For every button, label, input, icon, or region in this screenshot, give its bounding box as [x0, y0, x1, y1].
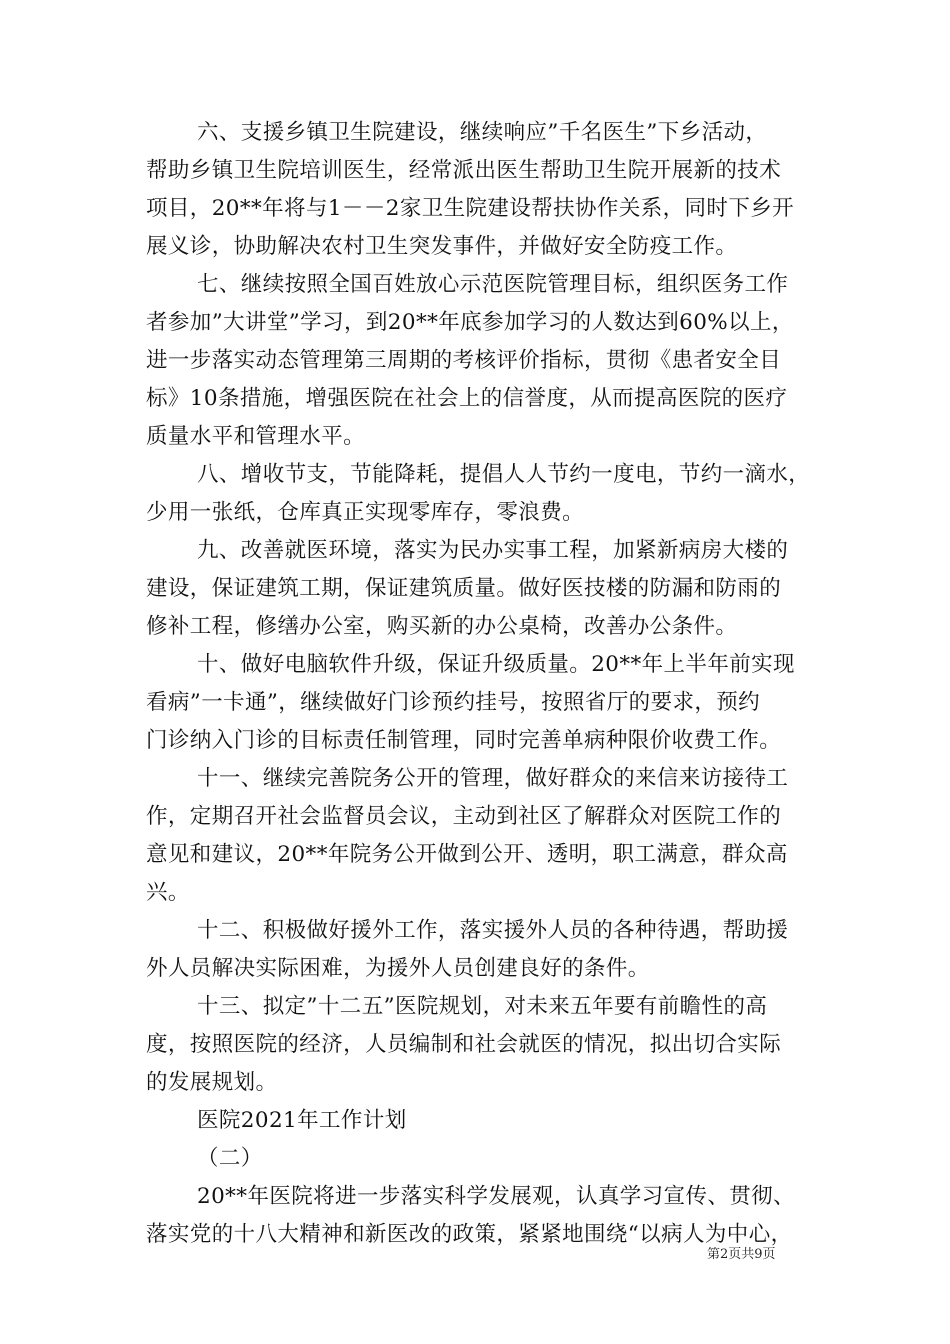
- paragraph-6-line-2: 帮助乡镇卫生院培训医生，经常派出医生帮助卫生院开展新的技术: [146, 158, 782, 183]
- section-number: （二）: [197, 1146, 263, 1171]
- paragraph-11-line-2: 作，定期召开社会监督员会议，主动到社区了解群众对医院工作的: [146, 804, 782, 829]
- paragraph-7-line-2: 者参加”大讲堂”学习，到20**年底参加学习的人数达到60%以上，: [146, 310, 794, 335]
- section-title: 医院2021年工作计划: [197, 1108, 407, 1133]
- paragraph-9-line-3: 修补工程，修缮办公室，购买新的办公桌椅，改善办公条件。: [146, 614, 738, 639]
- paragraph-8-line-1: 八、增收节支，节能降耗，提倡人人节约一度电，节约一滴水，: [197, 462, 811, 487]
- paragraph-10-line-3: 门诊纳入门诊的目标责任制管理，同时完善单病种限价收费工作。: [146, 728, 782, 753]
- paragraph-6-line-4: 展义诊，协助解决农村卫生突发事件，并做好安全防疫工作。: [146, 234, 738, 259]
- paragraph-6-line-3: 项目，20**年将与1－－2家卫生院建设帮扶协作关系，同时下乡开: [146, 196, 795, 221]
- paragraph-7-line-4: 标》10条措施，增强医院在社会上的信誉度，从而提高医院的医疗: [146, 386, 788, 411]
- paragraph-7-line-5: 质量水平和管理水平。: [146, 424, 366, 449]
- paragraph-9-line-2: 建设，保证建筑工期，保证建筑质量。做好医技楼的防漏和防雨的: [146, 576, 782, 601]
- paragraph-6-line-1: 六、支援乡镇卫生院建设，继续响应”千名医生”下乡活动，: [197, 120, 768, 145]
- paragraph-11-line-3: 意见和建议，20**年院务公开做到公开、透明，职工满意，群众高: [146, 842, 788, 867]
- paragraph-12-line-1: 十二、积极做好援外工作，落实援外人员的各种待遇，帮助援: [197, 918, 789, 943]
- paragraph-13-line-1: 十三、拟定”十二五”医院规划，对未来五年要有前瞻性的高: [197, 994, 768, 1019]
- paragraph-7-line-1: 七、继续按照全国百姓放心示范医院管理目标，组织医务工作: [197, 272, 789, 297]
- paragraph-11-line-1: 十一、继续完善院务公开的管理，做好群众的来信来访接待工: [197, 766, 789, 791]
- paragraph-9-line-1: 九、改善就医环境，落实为民办实事工程，加紧新病房大楼的: [197, 538, 789, 563]
- intro-paragraph-line-2: 落实党的十八大精神和新医改的政策，紧紧地围绕“以病人为中心，: [146, 1222, 793, 1247]
- paragraph-7-line-3: 进一步落实动态管理第三周期的考核评价指标，贯彻《患者安全目: [146, 348, 782, 373]
- intro-paragraph-line-1: 20**年医院将进一步落实科学发展观，认真学习宣传、贯彻、: [197, 1184, 795, 1209]
- paragraph-10-line-1: 十、做好电脑软件升级，保证升级质量。20**年上半年前实现: [197, 652, 795, 677]
- paragraph-13-line-3: 的发展规划。: [146, 1070, 278, 1095]
- paragraph-13-line-2: 度，按照医院的经济，人员编制和社会就医的情况，拟出切合实际: [146, 1032, 782, 1057]
- paragraph-8-line-2: 少用一张纸，仓库真正实现零库存，零浪费。: [146, 500, 585, 525]
- page-footer: 第2页共9页: [707, 1247, 776, 1262]
- paragraph-10-line-2: 看病”一卡通”，继续做好门诊预约挂号，按照省厅的要求，预约: [146, 690, 761, 715]
- paragraph-12-line-2: 外人员解决实际困难，为援外人员创建良好的条件。: [146, 956, 650, 981]
- paragraph-11-line-4: 兴。: [146, 880, 190, 905]
